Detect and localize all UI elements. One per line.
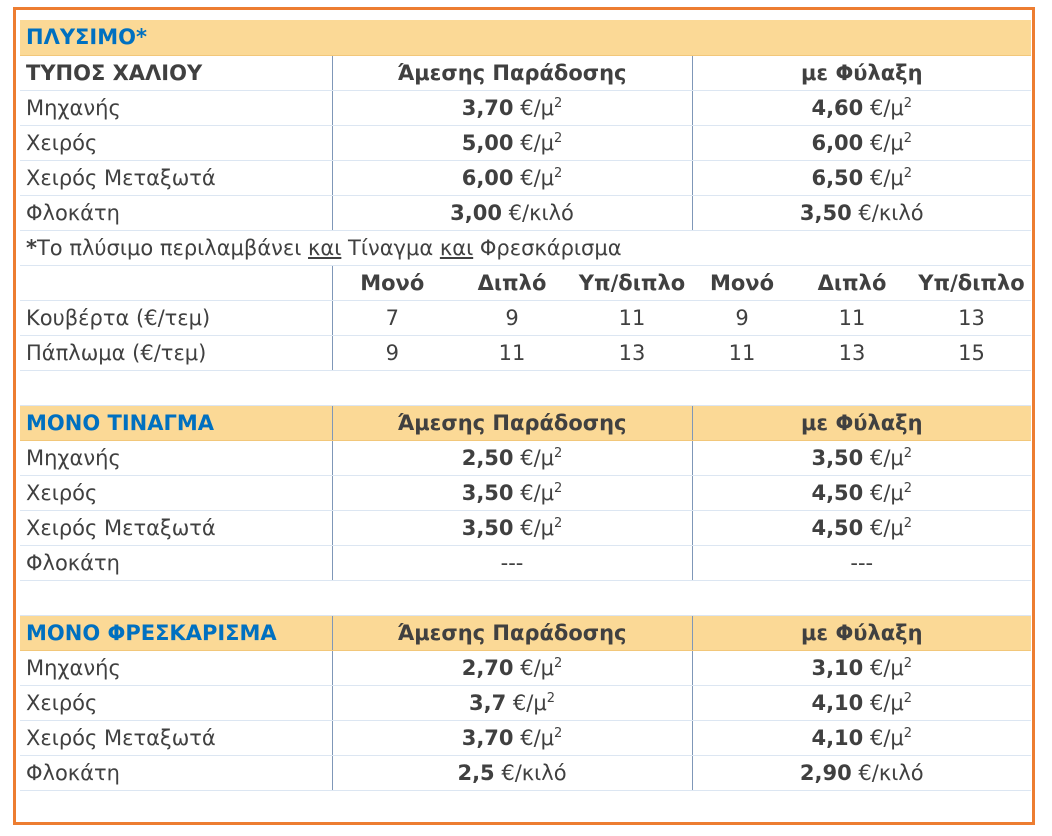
price-row	[20, 475, 1031, 510]
row-label: Χειρός	[20, 125, 332, 160]
size-single: Μονό	[692, 265, 792, 300]
col-immediate-delivery: Άμεσης Παράδοσης	[332, 615, 692, 650]
size-king: Υπ/διπλο	[572, 265, 692, 300]
price-storage: 3,50 €/κιλό	[692, 195, 1031, 230]
row-label: Χειρός	[20, 685, 332, 720]
price-immediate: 6,00 $€/\mu^2$	[332, 160, 692, 195]
size-header-row	[20, 265, 1031, 300]
price-row	[20, 90, 1031, 125]
spacer-row	[20, 580, 1031, 615]
price-row	[20, 755, 1031, 790]
price-immediate: 2,70 $€/\mu^2$	[332, 650, 692, 685]
item-price: 9	[332, 335, 452, 370]
washing-note: *Το πλύσιμο περιλαμβάνει και Τίναγμα και Φρεσκάρισμα	[20, 230, 1031, 265]
price-immediate: 2,50 $€/\mu^2$	[332, 440, 692, 475]
row-label: Μηχανής	[20, 440, 332, 475]
price-storage: 4,60 $€/\mu^2$	[692, 90, 1031, 125]
col-with-storage: με Φύλαξη	[692, 615, 1031, 650]
section-header-tinagma	[20, 405, 1031, 440]
price-immediate: 3,70 $€/\mu^2$	[332, 720, 692, 755]
col-with-storage: με Φύλαξη	[692, 405, 1031, 440]
note-row	[20, 230, 1031, 265]
spacer-row	[20, 370, 1031, 405]
price-immediate: 3,7 $€/\mu^2$	[332, 685, 692, 720]
price-row	[20, 440, 1031, 475]
item-price: 11	[792, 300, 912, 335]
price-immediate: 3,70 $€/\mu^2$	[332, 90, 692, 125]
section-title: ΜΟΝΟ ΦΡΕΣΚΑΡΙΣΜΑ	[20, 615, 332, 650]
price-storage: 4,10 $€/\mu^2$	[692, 720, 1031, 755]
size-single: Μονό	[332, 265, 452, 300]
row-label: Χειρός	[20, 475, 332, 510]
col-with-storage: με Φύλαξη	[692, 55, 1031, 90]
price-row	[20, 160, 1031, 195]
size-double: Διπλό	[452, 265, 572, 300]
col-carpet-type: ΤΥΠΟΣ ΧΑΛΙΟΥ	[20, 55, 332, 90]
section-header-freskarisma	[20, 615, 1031, 650]
price-storage: 2,90 €/κιλό	[692, 755, 1031, 790]
row-label: Φλοκάτη	[20, 195, 332, 230]
item-price: 13	[792, 335, 912, 370]
spacer	[20, 580, 1031, 615]
spacer	[20, 370, 1031, 405]
column-header-row	[20, 55, 1031, 90]
empty-cell	[20, 265, 332, 300]
price-immediate: ---	[332, 545, 692, 580]
price-row	[20, 650, 1031, 685]
row-label: Χειρός Μεταξωτά	[20, 160, 332, 195]
col-immediate-delivery: Άμεσης Παράδοσης	[332, 55, 692, 90]
item-price: 11	[692, 335, 792, 370]
section-header-plysimo	[20, 20, 1031, 55]
item-price: 11	[572, 300, 692, 335]
item-price: 13	[572, 335, 692, 370]
price-storage: 6,50 $€/\mu^2$	[692, 160, 1031, 195]
row-label: Μηχανής	[20, 90, 332, 125]
price-list	[20, 20, 1031, 807]
section-title: ΠΛΥΣΙΜΟ*	[20, 20, 1031, 55]
item-price: 15	[912, 335, 1031, 370]
price-row	[20, 510, 1031, 545]
price-immediate: 3,50 $€/\mu^2$	[332, 475, 692, 510]
row-label: Πάπλωμα (€/τεμ)	[20, 335, 332, 370]
price-storage: 3,50 $€/\mu^2$	[692, 440, 1031, 475]
price-row	[20, 545, 1031, 580]
price-immediate: 5,00 $€/\mu^2$	[332, 125, 692, 160]
price-storage: 3,10 $€/\mu^2$	[692, 650, 1031, 685]
row-label: Χειρός Μεταξωτά	[20, 720, 332, 755]
price-table	[20, 20, 1031, 791]
price-row	[20, 125, 1031, 160]
price-storage: 4,10 $€/\mu^2$	[692, 685, 1031, 720]
row-label: Χειρός Μεταξωτά	[20, 510, 332, 545]
item-price: 7	[332, 300, 452, 335]
price-row	[20, 720, 1031, 755]
item-price: 13	[912, 300, 1031, 335]
price-storage: ---	[692, 545, 1031, 580]
row-label: Μηχανής	[20, 650, 332, 685]
col-immediate-delivery: Άμεσης Παράδοσης	[332, 405, 692, 440]
size-double: Διπλό	[792, 265, 912, 300]
item-row	[20, 335, 1031, 370]
row-label: Φλοκάτη	[20, 755, 332, 790]
section-title: ΜΟΝΟ ΤΙΝΑΓΜΑ	[20, 405, 332, 440]
price-storage: 6,00 $€/\mu^2$	[692, 125, 1031, 160]
price-storage: 4,50 $€/\mu^2$	[692, 475, 1031, 510]
price-row	[20, 195, 1031, 230]
item-row	[20, 300, 1031, 335]
price-row	[20, 685, 1031, 720]
item-price: 9	[692, 300, 792, 335]
item-price: 9	[452, 300, 572, 335]
price-immediate: 2,5 €/κιλό	[332, 755, 692, 790]
row-label: Φλοκάτη	[20, 545, 332, 580]
item-price: 11	[452, 335, 572, 370]
size-king: Υπ/διπλο	[912, 265, 1031, 300]
price-immediate: 3,50 $€/\mu^2$	[332, 510, 692, 545]
price-storage: 4,50 $€/\mu^2$	[692, 510, 1031, 545]
price-immediate: 3,00 €/κιλό	[332, 195, 692, 230]
row-label: Κουβέρτα (€/τεμ)	[20, 300, 332, 335]
